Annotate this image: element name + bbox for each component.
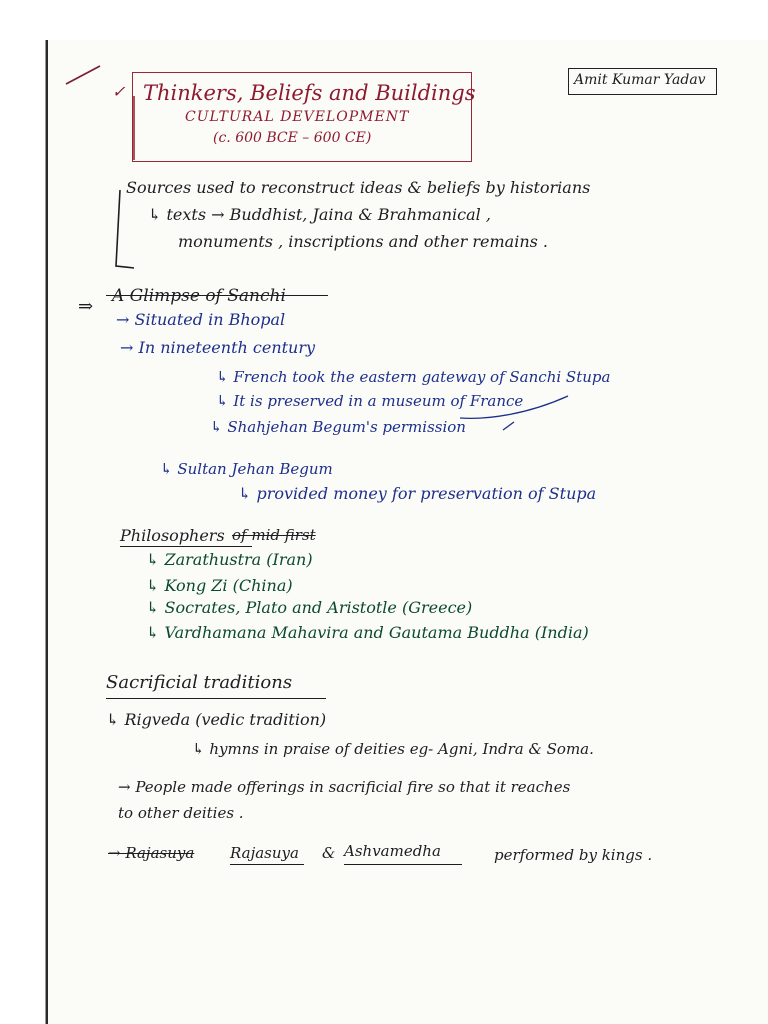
page-title: Thinkers, Beliefs and Buildings: [143, 81, 476, 105]
title-date-range: (c. 600 BCE – 600 CE): [213, 130, 372, 146]
margin-scribble: [66, 66, 100, 84]
permission-arrow: [503, 422, 514, 430]
title-box: [132, 72, 476, 162]
ashvamedha-label: Ashvamedha: [344, 842, 441, 860]
sources-heading: Sources used to reconstruct ideas & beliefs by historians: [126, 178, 591, 197]
performed-by-kings: performed by kings .: [494, 846, 653, 864]
philosopher-zarathustra: ↳ Zarathustra (Iran): [146, 550, 313, 569]
offerings-line-2: to other deities .: [118, 804, 244, 822]
sources-bracket: [116, 190, 134, 268]
sacrificial-underline: [106, 698, 326, 699]
hymns-line: ↳ hymns in praise of deities eg- Agni, Indra & Soma.: [192, 740, 594, 758]
philosophers-underline: [120, 546, 252, 547]
rajasuya-label: Rajasuya: [230, 844, 299, 862]
notebook-page: [46, 40, 768, 1024]
author-name: Amit Kumar Yadav: [574, 72, 706, 88]
rigveda-line: ↳ Rigveda (vedic tradition): [106, 710, 327, 729]
sanchi-sub-permission: ↳ Shahjehan Begum's permission: [210, 418, 466, 436]
philosopher-kongzi: ↳ Kong Zi (China): [146, 576, 293, 595]
sanchi-sub-museum: ↳ It is preserved in a museum of France: [216, 392, 524, 410]
philosophers-struck-text: of mid first: [232, 526, 316, 544]
sources-texts: ↳ texts → Buddhist, Jaina & Brahmanical ,: [148, 205, 491, 224]
sanchi-heading-underline: [106, 295, 328, 296]
sanchi-sub-preservation: ↳ provided money for preservation of Stupa: [238, 484, 597, 503]
sanchi-sub-sultan: ↳ Sultan Jehan Begum: [160, 460, 333, 478]
philosopher-greece: ↳ Socrates, Plato and Aristotle (Greece): [146, 598, 473, 617]
sanchi-sub-french: ↳ French took the eastern gateway of Sanchi Stupa: [216, 368, 611, 386]
philosophers-heading: Philosophers: [120, 526, 225, 545]
sanchi-point-nineteenth: → In nineteenth century: [120, 338, 316, 357]
sanchi-arrow: ⇒: [78, 296, 94, 317]
rajasuya-ampersand: &: [322, 844, 336, 862]
sanchi-heading: A Glimpse of Sanchi: [112, 286, 286, 306]
sacrificial-heading: Sacrificial traditions: [106, 672, 293, 693]
rajasuya-underline: [230, 864, 304, 865]
ashvamedha-underline: [344, 864, 462, 865]
philosopher-india: ↳ Vardhamana Mahavira and Gautama Buddha (India): [146, 623, 589, 642]
sanchi-point-bhopal: → Situated in Bhopal: [116, 310, 286, 329]
rajasuya-struck: → Rajasuya: [108, 844, 195, 862]
offerings-line-1: → People made offerings in sacrificial fire so that it reaches: [118, 778, 571, 796]
author-box: [568, 68, 717, 95]
tick-mark: ✓: [112, 82, 126, 101]
sources-remains: monuments , inscriptions and other remains .: [178, 232, 549, 251]
title-subtitle: CULTURAL DEVELOPMENT: [185, 109, 410, 125]
